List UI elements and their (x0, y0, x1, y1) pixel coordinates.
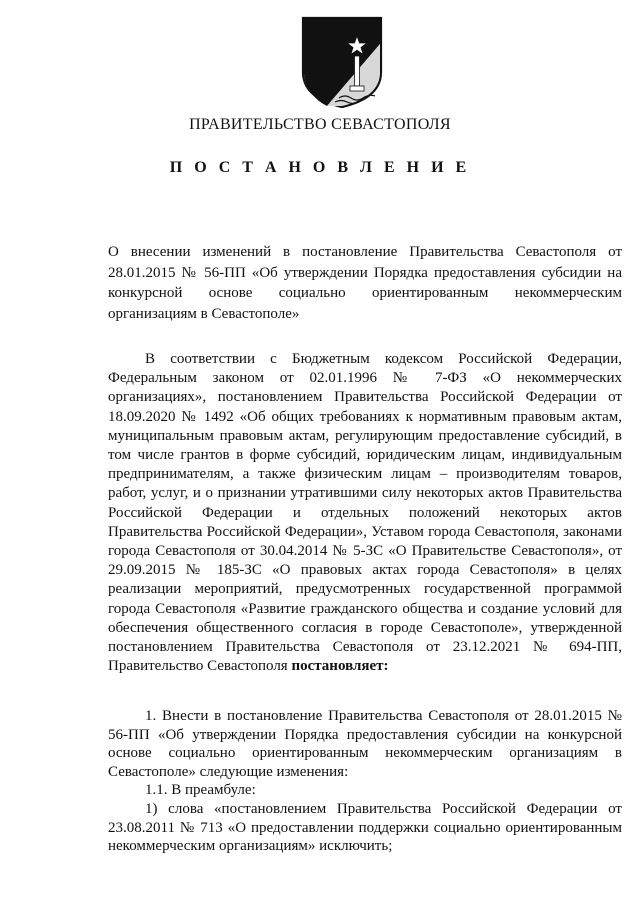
list-item: 1. Внести в постановление Правительства Севастополя от 28.01.2015 № 56-ПП «Об утверждении Порядка предоставления субсидии на конкурсной основе социально ориентированным некоммерческим организациям в Севастополе» следующие изменения: (108, 708, 622, 780)
preamble-paragraph (108, 350, 622, 676)
list-item: 1) слова «постановлением Правительства Российской Федерации от 23.08.2011 № 713 «О предоставлении поддержки социально ориентированным некоммерческим организациям» исключить; (108, 800, 622, 855)
amendment-list (108, 707, 622, 856)
preamble-text: В соответствии с Бюджетным кодексом Российской Федерации, Федеральным законом от 02.01.1996 № 7-ФЗ «О некоммерческих организациях», постановлением Правительства Российской Федерации от 18.09.2020 № 1492 «Об общих требованиях к нормативным правовым актам, муниципальным правовым актам, регулирующим предоставление субсидий, в том числе грантов в форме субсидий, юридическим лицам, индивидуальным предпринимателям, а также физическим лицам – производителям товаров, работ, услуг, и о признании утратившими силу некоторых актов Правительства Российской Федерации и отдельных положений некоторых актов Правительства Российской Федерации», Уставом города Севастополя, законами города Севастополя от 30.04.2014 № 5-ЗС «О Правительстве Севастополя», от 29.09.2015 № 185-ЗС «О правовых актах города Севастополя» в целях реализации мероприятий, предусмотренных государственной программой города Севастополя «Развитие гражданского общества и создание условий для обеспечения общественного согласия в городе Севастополе», утвержденной постановлением Правительства Севастополя от 23.12.2021 № 694-ПП, Правительство Севастополя (108, 351, 622, 675)
decree-word: постановляет: (291, 658, 389, 675)
document-subject: О внесении изменений в постановление Правительства Севастополя от 28.01.2015 № 56-ПП «Об утверждении Порядка предоставления субсидии на конкурсной основе социально ориентированным некоммерческим организациям в Севастополе» (108, 244, 622, 322)
organization-heading: ПРАВИТЕЛЬСТВО СЕВАСТОПОЛЯ (189, 116, 451, 133)
document-type-title: П О С Т А Н О В Л Е Н И Е (169, 159, 471, 176)
list-item: 1.1. В преамбуле: (145, 782, 256, 799)
sevastopol-coat-of-arms-icon (299, 14, 385, 110)
